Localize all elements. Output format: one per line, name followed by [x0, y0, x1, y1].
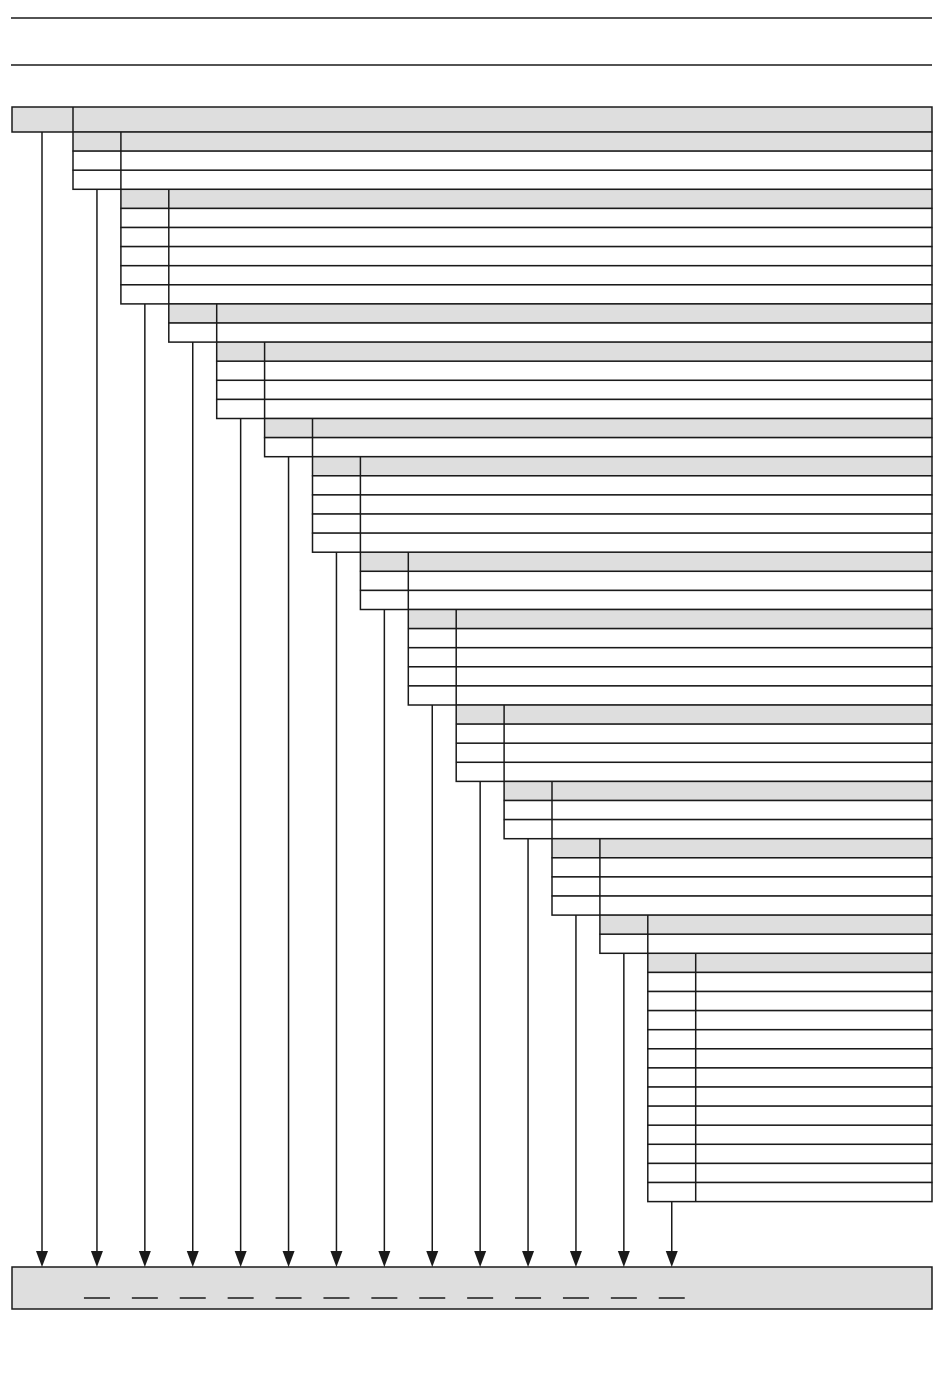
arrow-head: [474, 1251, 486, 1267]
option-row: [313, 495, 933, 514]
level-header: [408, 610, 932, 629]
level-header: [121, 189, 932, 208]
arrow-head: [426, 1251, 438, 1267]
arrow-9: [426, 705, 438, 1267]
level-header: [600, 915, 932, 934]
option-row: [648, 992, 932, 1011]
level-12: [552, 839, 932, 915]
option-row: [408, 629, 932, 648]
arrow-7: [330, 552, 342, 1267]
option-row: [648, 1087, 932, 1106]
arrow-head: [283, 1251, 295, 1267]
arrow-head: [91, 1251, 103, 1267]
option-row: [313, 533, 933, 552]
level-6: [265, 419, 932, 457]
arrow-head: [235, 1251, 247, 1267]
arrow-13: [618, 953, 630, 1267]
arrow-head: [139, 1251, 151, 1267]
option-row: [648, 1183, 932, 1202]
option-row: [360, 590, 932, 609]
level-header: [217, 342, 932, 361]
arrow-head: [666, 1251, 678, 1267]
option-row: [217, 380, 932, 399]
option-row: [648, 1144, 932, 1163]
arrow-12: [570, 915, 582, 1267]
arrow-1: [36, 132, 48, 1267]
option-row: [456, 762, 932, 781]
option-row: [73, 151, 932, 170]
level-2: [73, 132, 932, 189]
level-4: [169, 304, 932, 342]
option-row: [217, 361, 932, 380]
code-box: [12, 1267, 932, 1309]
option-row: [408, 686, 932, 705]
option-row: [169, 323, 932, 342]
option-row: [552, 896, 932, 915]
arrow-5: [235, 419, 247, 1268]
option-row: [408, 648, 932, 667]
option-row: [121, 228, 932, 247]
level-9: [408, 610, 932, 706]
option-row: [313, 514, 933, 533]
option-row: [504, 801, 932, 820]
arrow-head: [378, 1251, 390, 1267]
level-14: [648, 953, 932, 1201]
level-10: [456, 705, 932, 781]
option-row: [552, 877, 932, 896]
level-header: [552, 839, 932, 858]
level-3: [121, 189, 932, 304]
arrow-4: [187, 342, 199, 1267]
arrow-14: [666, 1202, 678, 1267]
arrow-11: [522, 839, 534, 1267]
option-row: [648, 972, 932, 991]
option-row: [648, 1106, 932, 1125]
level-header: [73, 132, 932, 151]
arrow-3: [139, 304, 151, 1267]
level-13: [600, 915, 932, 953]
arrow-head: [187, 1251, 199, 1267]
option-row: [648, 1163, 932, 1182]
option-row: [360, 571, 932, 590]
option-row: [121, 266, 932, 285]
option-row: [648, 1030, 932, 1049]
arrow-8: [378, 610, 390, 1268]
level-7: [313, 457, 933, 553]
arrow-head: [330, 1251, 342, 1267]
arrow-10: [474, 781, 486, 1267]
option-row: [408, 667, 932, 686]
arrow-head: [522, 1251, 534, 1267]
option-row: [121, 285, 932, 304]
option-row: [265, 438, 932, 457]
arrow-head: [570, 1251, 582, 1267]
level-header: [169, 304, 932, 323]
option-row: [121, 208, 932, 227]
arrow-head: [618, 1251, 630, 1267]
level-header: [360, 552, 932, 571]
level-header: [313, 457, 933, 476]
level-header: [265, 419, 932, 438]
level-header: [456, 705, 932, 724]
option-row: [121, 247, 932, 266]
level-11: [504, 781, 932, 838]
option-row: [648, 1125, 932, 1144]
option-row: [648, 1068, 932, 1087]
option-row: [73, 170, 932, 189]
level-5: [217, 342, 932, 418]
option-row: [600, 934, 932, 953]
level-header: [12, 107, 932, 132]
option-row: [648, 1011, 932, 1030]
arrow-6: [283, 457, 295, 1267]
level-header: [504, 781, 932, 800]
option-row: [648, 1049, 932, 1068]
option-row: [504, 820, 932, 839]
arrow-2: [91, 189, 103, 1267]
option-row: [552, 858, 932, 877]
level-8: [360, 552, 932, 609]
level-1: [12, 107, 932, 132]
option-row: [456, 743, 932, 762]
level-header: [648, 953, 932, 972]
arrow-head: [36, 1251, 48, 1267]
option-row: [217, 399, 932, 418]
option-row: [456, 724, 932, 743]
option-row: [313, 476, 933, 495]
